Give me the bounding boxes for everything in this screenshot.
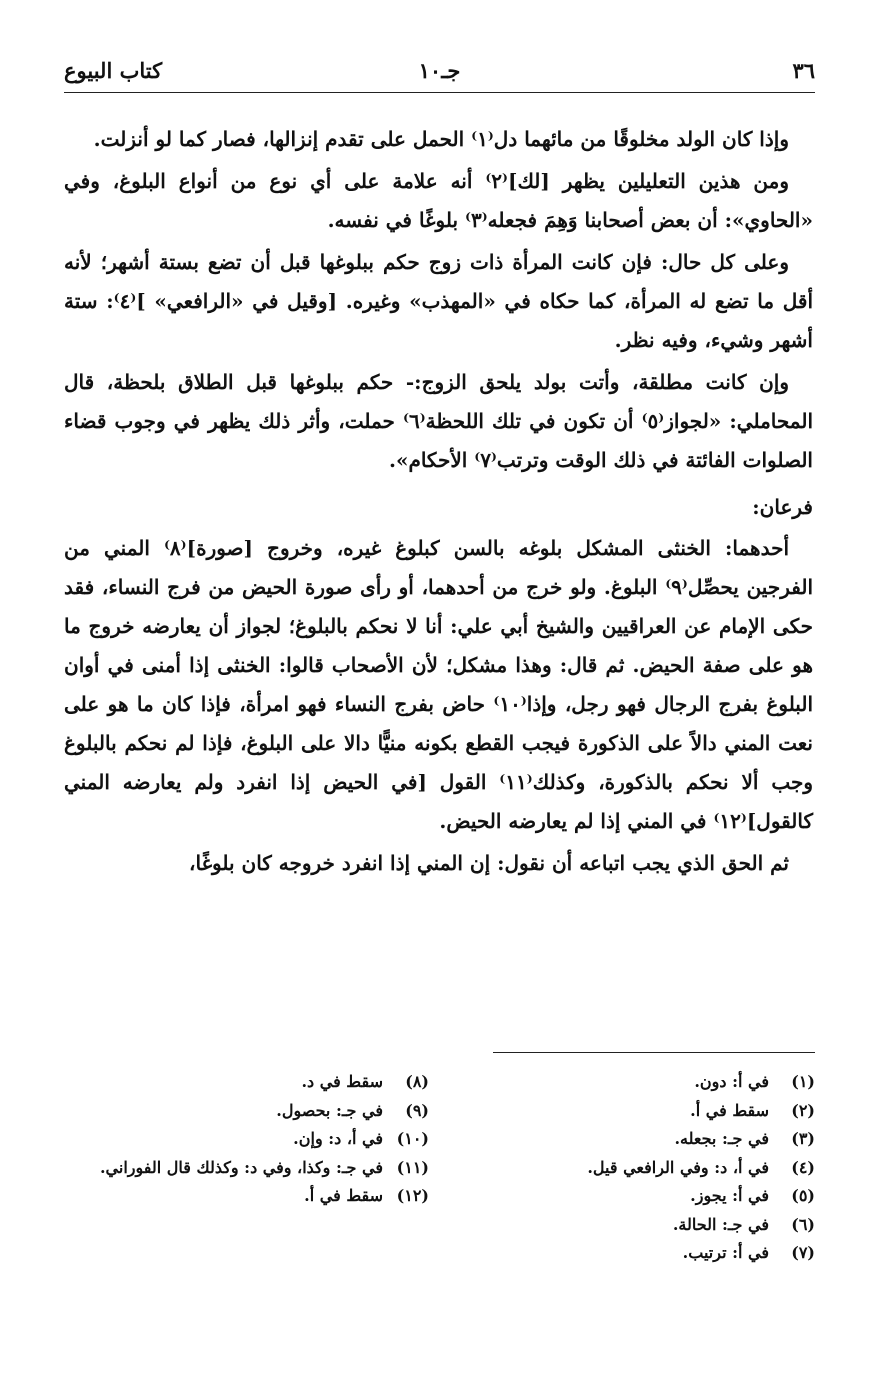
footnote-item <box>77 1182 429 1211</box>
volume-label: جـ١٠ <box>418 58 461 83</box>
footnote-number: (١) <box>791 1072 815 1091</box>
footnote-text: سقط في أ. <box>690 1100 769 1120</box>
footnote-number: (٩) <box>405 1100 429 1120</box>
footnote-item <box>463 1211 815 1240</box>
paragraph: أحدهما: الخنثى المشكل بلوغه بالسن كبلوغ غيره، وخروج [صورة]⁽٨⁾ المني من الفرجين يحصِّل⁽٩⁾ البلوغ. ولو خرج من أحدهما، أو رأى صورة الحيض من فرج النساء، فقد حكى الإمام عن العراقيين والشيخ أبي علي: أنا لا نحكم بالبلوغ؛ لجواز أن يعارضه خروج ما هو على صفة الحيض. ثم قال: وهذا مشكل؛ لأن الأصحاب قالوا: الخنثى إذا أمنى في أوان البلوغ بفرج الرجال فهو رجل، وإذا⁽١٠⁾ حاض بفرج النساء فهو امرأة، فإذا كان ما هو على نعت المني دالاً على الذكورة فيجب القطع بكونه منيًّا دالا على البلوغ، فإذا لم نحكم بالبلوغ وجب ألا نحكم بالذكورة، وكذلك⁽١١⁾ القول [في الحيض إذا انفرد ولم يعارضه المني كالقول]⁽١٢⁾ في المني إذا لم يعارضه الحيض. <box>64 536 814 833</box>
footnote-number: (١٠) <box>396 1129 429 1148</box>
footnote-divider <box>493 1052 815 1053</box>
footnote-text: في أ: ترتيب. <box>682 1243 769 1262</box>
footnote-text: في جـ: بحصول. <box>276 1100 383 1120</box>
footnote-text: في أ، د: وإن. <box>293 1129 383 1148</box>
footnote-item <box>463 1182 815 1211</box>
footnote-number: (٤) <box>791 1157 815 1177</box>
paragraph: ومن هذين التعليلين يظهر [لك]⁽٢⁾ أنه علامة على أي نوع من أنواع البلوغ، وفي «الحاوي»: أن بعض أصحابنا وَهِمَ فجعله⁽٣⁾ بلوغًا في نفسه. <box>64 169 813 232</box>
footnote-text: سقط في أ. <box>304 1186 383 1205</box>
footnote-text: في أ: دون. <box>694 1072 769 1091</box>
footnote-number: (١٢) <box>396 1186 429 1205</box>
footnote-item <box>463 1239 815 1268</box>
footnote-number: (٦) <box>791 1214 815 1234</box>
paragraph: وعلى كل حال: فإن كانت المرأة ذات زوج حكم ببلوغها قبل أن تضع بستة أشهر؛ لأنه أقل ما تضع له المرأة، كما حكاه في «المهذب» وغيره. [وقيل في «الرافعي» ]⁽٤⁾: ستة أشهر وشيء، وفيه نظر. <box>64 250 813 352</box>
footnote-text: في أ، د: وفي الرافعي قيل. <box>587 1157 769 1177</box>
page-header <box>64 56 815 93</box>
footnote-number: (٣) <box>791 1129 815 1148</box>
section-heading: فرعان: <box>752 495 813 519</box>
footnote-item <box>77 1125 429 1154</box>
footnote-text: في جـ: الحالة. <box>672 1214 769 1234</box>
footnote-number: (٨) <box>405 1072 429 1091</box>
footnote-item <box>77 1097 429 1126</box>
footnote-number: (٢) <box>791 1100 815 1120</box>
footnotes-column-right <box>463 1068 815 1268</box>
paragraph: وإذا كان الولد مخلوقًا من مائهما دل⁽١⁾ الحمل على تقدم إنزالها، فصار كما لو أنزلت. <box>93 127 789 151</box>
paragraph: ثم الحق الذي يجب اتباعه أن نقول: إن المني إذا انفرد خروجه كان بلوغًا، <box>189 851 789 875</box>
footnote-text: في جـ: بجعله. <box>674 1129 769 1148</box>
footnote-item <box>463 1154 815 1183</box>
footnote-number: (٥) <box>791 1186 815 1205</box>
footnote-text: في أ: يجوز. <box>690 1186 769 1205</box>
footnote-text: في جـ: وكذا، وفي د: وكذلك قال الفوراني. <box>99 1157 383 1177</box>
footnote-number: (٧) <box>791 1243 815 1262</box>
footnote-text: سقط في د. <box>301 1072 383 1091</box>
main-text <box>64 120 813 886</box>
page-number: ٣٦ <box>792 58 815 83</box>
paragraph: وإن كانت مطلقة، وأتت بولد يلحق الزوج:- حكم ببلوغها قبل الطلاق بلحظة، قال المحاملي: «لجواز⁽٥⁾ أن تكون في تلك اللحظة⁽٦⁾ حملت، وأثر ذلك يظهر في وجوب قضاء الصلوات الفائتة في ذلك الوقت وترتب⁽٧⁾ الأحكام». <box>64 370 813 472</box>
footnote-item <box>463 1125 815 1154</box>
footnote-item <box>77 1154 429 1183</box>
book-title: كتاب البيوع <box>64 58 163 83</box>
footnote-item <box>463 1097 815 1126</box>
footnote-item <box>463 1068 815 1097</box>
footnotes-column-left <box>77 1068 429 1211</box>
footnote-number: (١١) <box>396 1157 429 1177</box>
footnote-item <box>77 1068 429 1097</box>
